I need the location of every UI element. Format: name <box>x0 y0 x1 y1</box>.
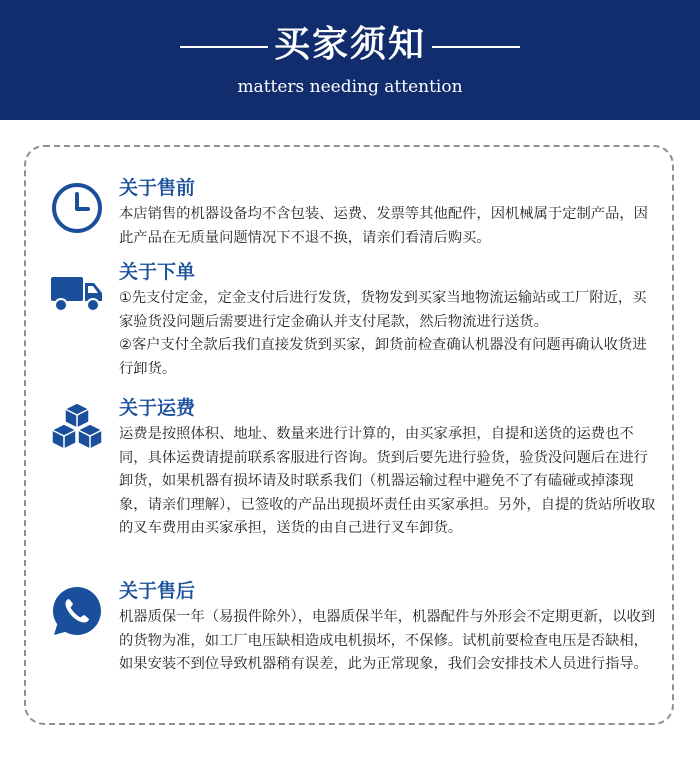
header-banner <box>0 0 700 120</box>
phone-chat-icon <box>50 584 104 638</box>
section-title: 关于售后 <box>119 580 196 602</box>
section-paragraph: 本店销售的机器设备均不含包装、运费、发票等其他配件，因机械属于定制产品，因此产品在无质量问题情况下不退不换，请亲们看清后购买。 <box>119 206 648 246</box>
section-paragraph: ②客户支付全款后我们直接发货到买家，卸货前检查确认机器没有问题再确认收货进行卸货。 <box>119 337 647 377</box>
truck-icon <box>50 265 104 319</box>
title-right-rule <box>432 46 520 48</box>
boxes-icon <box>50 401 104 455</box>
section-paragraph: 运费是按照体积、地址、数量来进行计算的，由买家承担，自提和送货的运费也不同，具体运费请提前联系客服进行咨询。货到后要先进行验货，验货没问题后在进行卸货，如果机器有损坏请及时联系我们（机器运输过程中避免不了有磕碰或掉漆现象，请亲们理解），已签收的产品出现损坏责任由买家承担。另外，自提的货站所收取的叉车费用由买家承担，送货的由自己进行叉车卸货。 <box>119 426 656 536</box>
section-paragraph: ①先支付定金，定金支付后进行发货，货物发到买家当地物流运输站或工厂附近，买家验货没问题后需要进行定金确认并支付尾款，然后物流进行送货。 <box>119 290 647 330</box>
section-body <box>119 423 659 541</box>
section-title: 关于运费 <box>119 397 196 419</box>
section-paragraph: 机器质保一年（易损件除外），电器质保半年，机器配件与外形会不定期更新，以收到的货物为准，如工厂电压缺相造成电机损坏，不保修。试机前要检查电压是否缺相，如果安装不到位导致机器稍有误差，此为正常现象，我们会安排技术人员进行指导。 <box>119 609 656 672</box>
clock-icon <box>50 181 104 235</box>
section-title: 关于下单 <box>119 261 196 283</box>
page-title: 买家须知 <box>273 24 426 65</box>
section-body <box>119 203 659 250</box>
section-title: 关于售前 <box>119 177 196 199</box>
section-body <box>119 606 659 677</box>
section-body <box>119 287 659 381</box>
page-subtitle: matters needing attention <box>237 77 463 97</box>
